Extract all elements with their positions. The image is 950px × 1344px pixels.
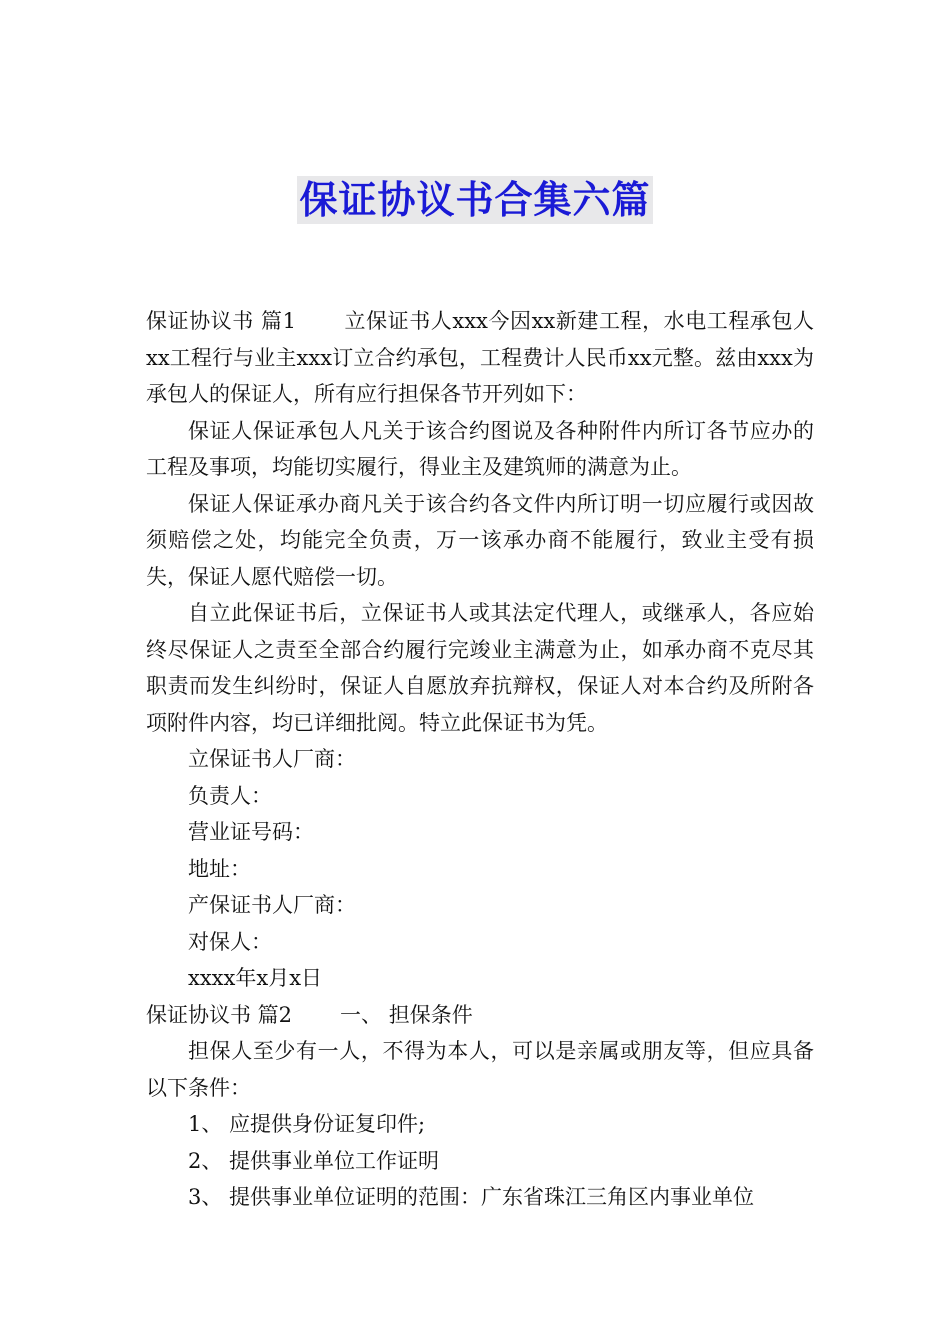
section2-heading: 保证协议书 篇2 (146, 1002, 293, 1027)
condition-item: 2、 提供事业单位工作证明 (188, 1148, 440, 1173)
section1-heading: 保证协议书 篇1 (146, 309, 296, 333)
section2-paragraph: 担保人至少有一人，不得为本人，可以是亲属或朋友等，但应具备以下条件： (146, 1039, 814, 1100)
signature-line: 立保证书人厂商： (188, 747, 356, 771)
signature-line: 负责人： (188, 783, 272, 808)
signature-line: 营业证号码： (188, 820, 314, 844)
title-container (0, 176, 950, 224)
document-title: 保证协议书合集六篇 (299, 178, 651, 222)
condition-item: 1、 应提供身份证复印件; (188, 1112, 426, 1136)
document-body (146, 303, 814, 1216)
signature-line: 对保人： (188, 929, 272, 954)
section2-heading-line (146, 997, 814, 1034)
section1-intro: 立保证书人xxx今因xx新建工程，水电工程承包人xx工程行与业主xxx订立合约承包，工程费计人民币xx元整。兹由xxx为承包人的保证人，所有应行担保各节开列如下： (146, 309, 814, 406)
section1-paragraph: 保证人保证承包人凡关于该合约图说及各种附件内所订各节应办的工程及事项，均能切实履行，得业主及建筑师的满意为止。 (146, 418, 814, 479)
signature-date: xxxx年x月x日 (188, 966, 323, 990)
section1-paragraph: 保证人保证承办商凡关于该合约各文件内所订明一切应履行或因故须赔偿之处，均能完全负责，万一该承办商不能履行，致业主受有损失，保证人愿代赔偿一切。 (146, 491, 814, 589)
section2-subheading: 一、 担保条件 (340, 1002, 473, 1027)
section1-intro-paragraph (146, 303, 814, 413)
signature-line: 产保证书人厂商： (188, 893, 356, 917)
signature-line: 地址： (188, 856, 251, 881)
section1-paragraph: 自立此保证书后，立保证书人或其法定代理人，或继承人，各应始终尽保证人之责至全部合约履行完竣业主满意为止，如承办商不克尽其职责而发生纠纷时，保证人自愿放弃抗辩权，保证人对本合约及所附各项附件内容，均已详细批阅。特立此保证书为凭。 (146, 601, 814, 735)
condition-item: 3、 提供事业单位证明的范围：广东省珠江三角区内事业单位 (188, 1185, 755, 1209)
